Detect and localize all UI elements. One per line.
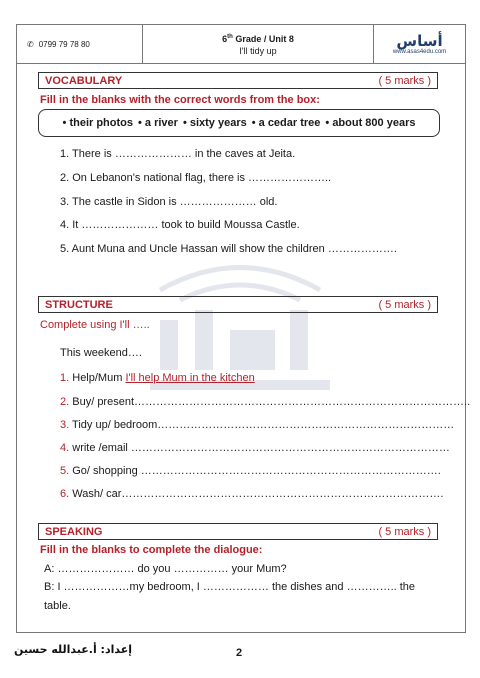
vocabulary-item: 3. The castle in Sidon is ………………… old. — [60, 196, 278, 208]
section-marks: ( 5 marks ) — [378, 525, 431, 538]
word-box-item: • sixty years — [182, 117, 247, 129]
structure-item: 6. Wash/ car……………………………………………………………………………. — [60, 488, 444, 500]
structure-header — [38, 296, 438, 313]
logo-url: www.asas4edu.com — [392, 49, 447, 55]
vocabulary-instruction: Fill in the blanks with the correct words from the box: — [40, 94, 320, 106]
section-title: SPEAKING — [45, 525, 103, 538]
unit-title: I'll tidy up — [239, 46, 277, 56]
section-marks: ( 5 marks ) — [378, 74, 431, 87]
vocabulary-item: 4. It ………………… took to build Moussa Castle. — [60, 219, 300, 231]
structure-item: 5. Go/ shopping ………………………………………………………………………. — [60, 465, 441, 477]
vocabulary-header — [38, 72, 438, 89]
word-box-item: • a cedar tree — [251, 117, 321, 129]
phone-icon: ✆ — [27, 39, 34, 49]
grade-label: 6th Grade / Unit 8 — [222, 34, 294, 44]
vocabulary-item: 1. There is ………………… in the caves at Jeita. — [60, 148, 296, 160]
section-marks: ( 5 marks ) — [378, 298, 431, 311]
structure-item: 4. write /email …………………………………………………………………………… — [60, 442, 450, 454]
structure-item: 3. Tidy up/ bedroom……………………………………………………………………… — [60, 419, 455, 431]
dialogue-line-a: A: ………………… do you …………… your Mum? — [44, 563, 287, 575]
page-number: 2 — [236, 647, 243, 659]
logo-block — [374, 25, 465, 63]
speaking-header — [38, 523, 438, 540]
section-title: STRUCTURE — [45, 298, 113, 311]
phone-number: 0799 79 78 80 — [38, 39, 90, 49]
speaking-instruction: Fill in the blanks to complete the dialogue: — [40, 544, 263, 556]
structure-item: 1. Help/Mum I'll help Mum in the kitchen — [60, 372, 255, 384]
word-box — [38, 109, 440, 137]
word-box-item: • about 800 years — [325, 117, 416, 129]
vocabulary-item: 5. Aunt Muna and Uncle Hassan will show the children ………………. — [60, 243, 397, 255]
structure-item: 2. Buy/ present……………………………………………………………………………….. — [60, 396, 471, 408]
vocabulary-item: 2. On Lebanon's national flag, there is ………………….. — [60, 172, 332, 184]
word-box-item: • a river — [138, 117, 178, 129]
author-signature: إعداد: أ.عبدالله حسين — [14, 643, 132, 656]
grade-block — [143, 25, 374, 63]
dialogue-line-b: B: I ………………my bedroom, I ……………… the dishes and ………….. the — [44, 581, 416, 593]
logo-text: أساس — [396, 32, 443, 50]
dialogue-line-c: table. — [44, 600, 71, 612]
worksheet-header — [16, 24, 466, 64]
word-box-item: • their photos — [62, 117, 133, 129]
structure-answer: I'll help Mum in the kitchen — [125, 372, 255, 384]
structure-instruction: Complete using I'll ….. — [40, 319, 150, 331]
structure-intro: This weekend…. — [60, 347, 142, 359]
section-title: VOCABULARY — [45, 74, 123, 87]
phone-block — [17, 25, 143, 63]
